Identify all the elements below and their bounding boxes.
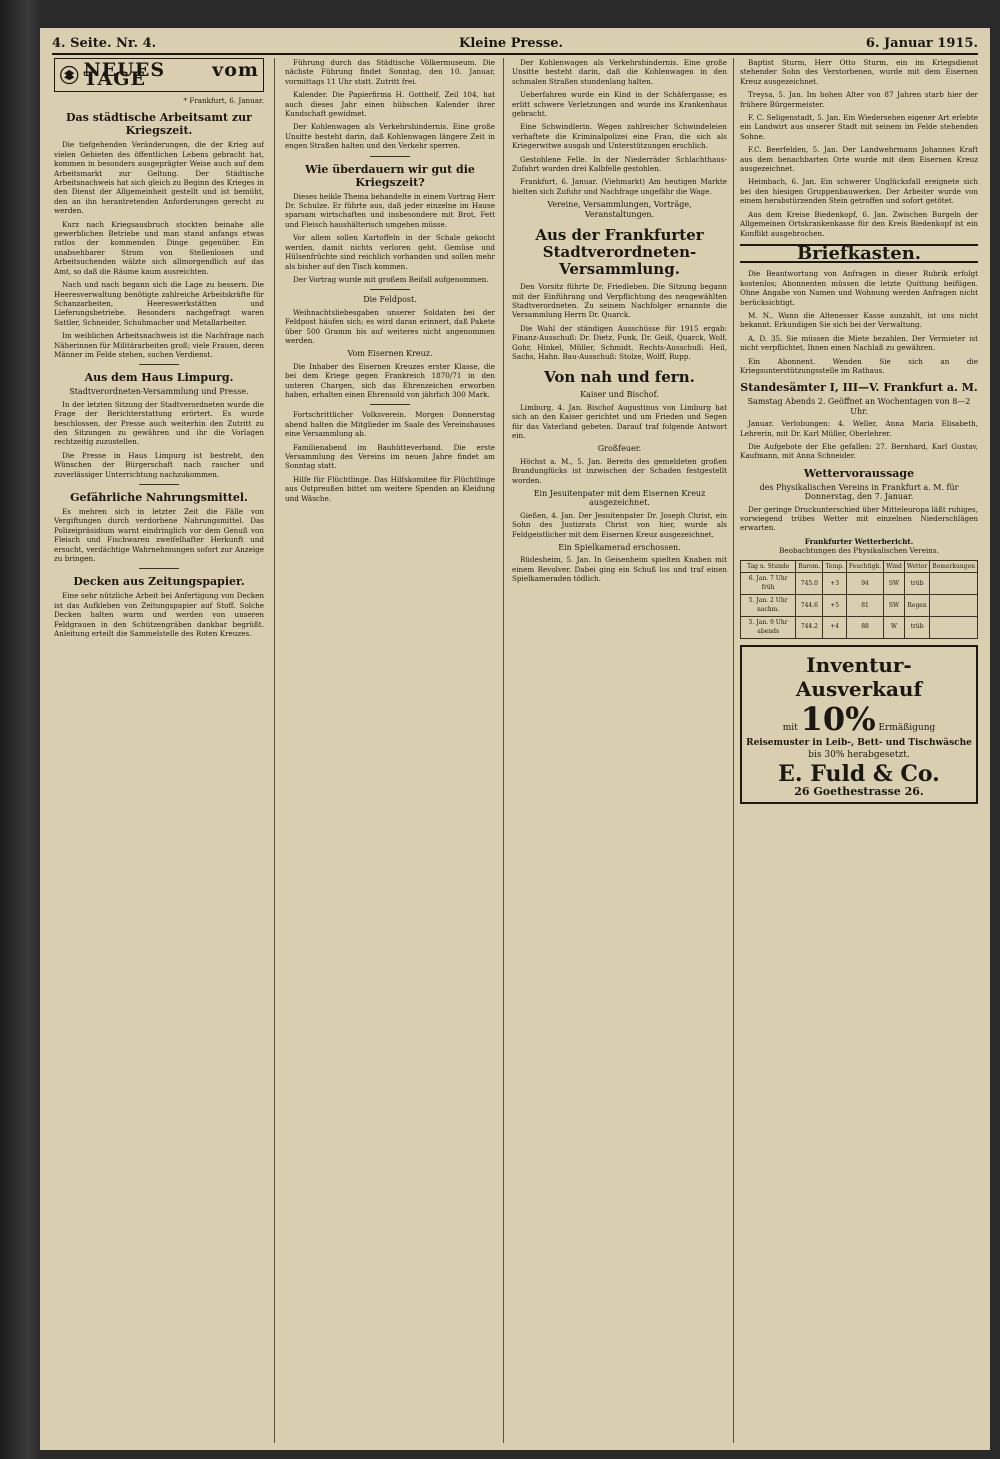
article-paragraph: F.C. Beerfelden, 5. Jan. Der Landwehrmann Johannes Kraft aus dem benachbarten Orte wurde mit dem Eisernen Kreuz ausgezeichnet. (740, 145, 978, 174)
article-headline: Aus der Frankfurter Stadtverordneten-Versammlung. (535, 226, 704, 279)
table-cell: 745.0 (796, 573, 823, 595)
ad-company: E. Fuld & Co. (778, 760, 940, 787)
article-subheadline: Ein Spielkamerad erschossen. (558, 543, 681, 553)
page-number: 4. Seite. Nr. 4. (52, 35, 157, 51)
table-cell (930, 573, 978, 595)
table-header-row (741, 560, 978, 572)
article-paragraph: Vor allem sollen Kartoffeln in der Schale gekocht werden, damit nichts verloren geht. Gemüse und Hülsenfrüchte sind reichlich vorhanden und sollen mehr als bisher auf den Tisch kommen. (285, 233, 495, 271)
table-cell: 5. Jan. 9 Uhr abends (741, 616, 796, 638)
article-paragraph: Januar. Verlobungen: 4. Weller, Anna Maria Elisabeth, Lehrerin, mit Dr. Karl Müller, Oberlehrer. (740, 419, 978, 438)
ad-offer: Reisemuster in Leib-, Bett- und Tischwäsche (746, 737, 972, 748)
column-4 (740, 58, 978, 1443)
ad-headline: Inventur-Ausverkauf (795, 652, 923, 701)
article-headline: Decken aus Zeitungspapier. (73, 575, 245, 589)
newspaper-page (40, 28, 990, 1450)
table-cell: +4 (823, 616, 847, 638)
ad-text (746, 701, 972, 737)
table-row (741, 573, 978, 595)
table-header: Temp. (823, 560, 847, 572)
table-header: Wetter (904, 560, 929, 572)
article-paragraph: Rüdesheim, 5. Jan. In Geisenheim spielten Knaben mit einem Revolver. Dabei ging ein Schuß los und traf einen Spielkameraden tödlich. (512, 555, 727, 584)
article-paragraph: Treysa, 5. Jan. Im hohen Alter von 87 Jahren starb hier der frühere Bürgermeister. (740, 90, 978, 109)
table-cell: W (884, 616, 905, 638)
registry-subheading: Samstag Abends 2. Geöffnet an Wochentagen von 8—2 Uhr. (747, 397, 971, 416)
table-cell: 88 (846, 616, 883, 638)
article-paragraph: Die Inhaber des Eisernen Kreuzes erster Klasse, die bei dem Kriege gegen Frankreich 1870/71 in den unteren Chargen, sich das Ehrenzeichen erworben haben, erhalten einen Ehrensold von jährlich 300 Mark. (285, 361, 495, 399)
column-rule (733, 58, 734, 1443)
article-headline: Gefährliche Nahrungsmittel. (70, 491, 248, 504)
article-paragraph: A. D. 35. Sie müssen die Miete bezahlen. Der Vermieter ist nicht verpflichtet, Ihnen einen Nachlaß zu gewähren. (740, 333, 978, 353)
table-cell: SW (884, 573, 905, 595)
article-paragraph: Aus dem Kreise Biedenkopf, 6. Jan. Zwischen Burgeln der Allgemeinen Ortskrankenkasse für den Kreis Biedenkopf ist ein Konflikt ausgebrochen. (740, 209, 978, 238)
weather-report-subtitle: Beobachtungen des Physikalischen Vereins. (779, 546, 939, 556)
weather-table (740, 560, 978, 639)
ad-address: 26 Goethestrasse 26. (794, 784, 924, 798)
table-header: Barom. (796, 560, 823, 572)
table-row (741, 594, 978, 616)
letterbox-heading: Briefkasten. (740, 244, 978, 263)
article-subheadline: Vom Eisernen Kreuz. (347, 349, 433, 359)
dateline: * Frankfurt, 6. Januar. (183, 96, 264, 105)
column-1 (54, 58, 264, 1443)
article-paragraph: F. C. Seligenstadt, 5. Jan. Ein Wiedersehen eigener Art erlebte ein Landwirt aus unserer Stadt mit seinem im Felde stehenden Sohne. (740, 113, 978, 141)
advertisement (740, 645, 978, 804)
column-rule (274, 58, 275, 1443)
article-paragraph: Hilfe für Flüchtlinge. Das Hilfskomitee für Flüchtlinge aus Ostpreußen bittet um weitere Spenden an Kleidung und Wäsche. (285, 474, 495, 503)
article-paragraph: M. N., Wann die Altenesser Kasse auszahlt, ist uns nicht bekannt. Erkundigen Sie sich bei der Verwaltung. (740, 310, 978, 330)
table-cell: +5 (823, 594, 847, 616)
article-paragraph: Die Beantwortung von Anfragen in dieser Rubrik erfolgt kostenlos; Abonnenten müssen die letzte Quittung beifügen. Ohne Angabe von Namen und Wohnung werden Anfragen nicht berücksichtigt. (740, 269, 978, 307)
table-cell: Regen (904, 594, 929, 616)
article-paragraph: Der geringe Druckunterschied über Mitteleuropa läßt ruhiges, vorwiegend trübes Wetter mit einzelnen Niederschlägen erwarten. (740, 504, 978, 533)
article-paragraph: Baptist Sturm, Herr Otto Sturm, ein im Kriegsdienst stehender Sohn des Verstorbenen, wurde mit dem Eisernen Kreuz ausgezeichnet. (740, 58, 978, 86)
header-rule (52, 53, 978, 55)
article-paragraph: Frankfurt, 6. Januar. (Viehmarkt) Am heutigen Markte hielten sich Zufuhr und Nachfrage ungefähr die Wage. (512, 177, 727, 196)
article-paragraph: Der Kohlenwagen als Verkehrshindernis. Eine große Unsitte besteht darin, daß Kohlenwagen längere Zeit in engen Straßen halten und den Verkehr sperren. (285, 122, 495, 151)
article-paragraph: Kalender. Die Papierfirma H. Gotthelf, Zeil 104, hat auch dieses Jahr einen hübschen Kalender ihrer Kundschaft gewidmet. (285, 90, 495, 119)
article-paragraph: Ueberfahren wurde ein Kind in der Schäfergasse; es erlitt schwere Verletzungen und wurde ins Krankenhaus gebracht. (512, 90, 727, 119)
article-paragraph: In der letzten Sitzung der Stadtverordneten wurde die Frage der Berichterstattung erörtert. Es wurde beschlossen, der Presse auch weiterhin den Zutritt zu den Sitzungen zu gewähren und ihr die Vorlagen rechtzeitig zuzustellen. (54, 399, 264, 447)
registry-heading: Standesämter I, III—V. Frankfurt a. M. (740, 381, 978, 395)
article-paragraph: Höchst a. M., 5. Jan. Bereits des gemeldeten großen Brandunglücks ist inzwischen der Schaden festgestellt worden. (512, 456, 727, 485)
section-title: NEUES vom TAGE (83, 58, 259, 90)
table-cell: 744.6 (796, 594, 823, 616)
article-headline: Wie überdauern wir gut die Kriegszeit? (305, 162, 475, 189)
article-subheadline: Kaiser und Bischof. (580, 390, 659, 400)
ad-reduction: Ermäßigung (878, 722, 936, 733)
article-headline: Von nah und fern. (544, 368, 695, 387)
table-header: Wind (884, 560, 905, 572)
article-paragraph: Familienabend im Bauhütteverband. Die erste Versammlung des Vereins im neuen Jahre findet am Sonntag statt. (285, 442, 495, 471)
article-paragraph: Der Kohlenwagen als Verkehrshindernis. Eine große Unsitte besteht darin, daß die Kohlenwagen in den schmalen Straßen stundenlang halten. (512, 58, 727, 86)
issue-date: 6. Januar 1915. (865, 35, 978, 51)
article-subheadline: Vereine, Versammlungen, Vorträge, Veranstaltungen. (547, 200, 692, 219)
table-cell (930, 594, 978, 616)
article-paragraph: Weihnachtsliebesgaben unserer Soldaten bei der Feldpost häufen sich; es wird daran erinnert, daß Pakete über 500 Gramm bis auf weiteres nicht angenommen werden. (285, 307, 495, 345)
article-paragraph: Führung durch das Städtische Völkermuseum. Die nächste Führung findet Sonntag, den 10. Januar, vormittags 11 Uhr statt. Zutritt frei. (285, 58, 495, 86)
article-paragraph: Die Aufgebote der Ehe gefallen: 27. Bernhard, Karl Gustav, Kaufmann, mit Anna Schneider. (740, 442, 978, 461)
article-paragraph: Eine Schwindlerin. Wegen zahlreicher Schwindeleien verhaftete die Kriminalpolizei eine Frau, die sich als Kriegerwitwe ausgab und Unterstützungen erschlich. (512, 122, 727, 151)
table-cell: 81 (846, 594, 883, 616)
article-subheadline: Ein Jesuitenpater mit dem Eisernen Kreuz ausgezeichnet. (533, 489, 706, 508)
eagle-emblem-icon (59, 63, 79, 87)
table-cell: 94 (846, 573, 883, 595)
ad-with: mit (782, 722, 798, 733)
table-cell: 6. Jan. 7 Uhr früh (741, 573, 796, 595)
article-separator (370, 404, 410, 405)
table-cell: trüb (904, 573, 929, 595)
article-subheadline: Großfeuer. (597, 444, 642, 454)
article-paragraph: Heimbach, 6. Jan. Ein schwerer Unglücksfall ereignete sich bei den hiesigen Gruppenbauwerken. Der Arbeiter wurde von einem herabstürzenden Stein getroffen und sofort getötet. (740, 177, 978, 206)
article-paragraph: Limburg, 4. Jan. Bischof Augustinus von Limburg hat sich an den Kaiser gerichtet und um Frieden und Segen für das Vaterland gebeten. Darauf traf folgende Antwort ein. (512, 402, 727, 440)
article-separator (370, 156, 410, 157)
article-headline: Das städtische Arbeitsamt zur Kriegszeit. (66, 111, 252, 138)
article-paragraph: Fortschrittlicher Volksverein. Morgen Donnerstag abend halten die Mitglieder im Saale des Vereinshauses eine Versammlung ab. (285, 410, 495, 439)
article-paragraph: Gestohlene Felle. In der Niederräder Schlachthaus-Zufahrt wurden drei Kalbfelle gestohlen. (512, 154, 727, 174)
article-paragraph: Die Presse in Haus Limpurg ist bestrebt, den Wünschen der Bürgerschaft nach rascher und zuverlässiger Unterrichtung nachzukommen. (54, 450, 264, 479)
article-paragraph: Gießen, 4. Jan. Der Jesuitenpater Dr. Joseph Christ, ein Sohn des Justizrats Christ von hier, wurde als Feldgeistlicher mit dem Eisernen Kreuz ausgezeichnet. (512, 510, 727, 539)
article-paragraph: Den Vorsitz führte Dr. Friedleben. Die Sitzung begann mit der Einführung und Verpflichtung des neugewählten Stadtverordneten. Zu seinem Nachfolger ernannte die Versammlung Herrn Dr. Quarck. (512, 282, 727, 320)
column-3 (512, 58, 727, 1443)
article-separator (139, 568, 179, 569)
article-paragraph: Kurz nach Kriegsausbruch stockten beinahe alle gewerblichen Betriebe und man stand anfangs etwas ratlos der kommenden Dinge gegenüber. Ein unabsehbarer Strom von Stellenlosen und Arbeitsuchenden wälzte sich allmorgendlich auf das Amt, so daß die Räume kaum ausreichten. (54, 219, 264, 276)
article-separator (139, 484, 179, 485)
table-cell: 744.2 (796, 616, 823, 638)
page-header (52, 34, 978, 52)
table-cell (930, 616, 978, 638)
article-paragraph: Die Wahl der ständigen Ausschüsse für 1915 ergab: Finanz-Ausschuß: Dr. Dietz, Funk, Dr. Geiß, Quarck, Wolf, Gohr, Hinkel, Müller, Schmidt. Rechts-Ausschuß: Heil, Sachs, Hahn. Bau-Ausschuß: Stolze, Wolff, Rupp. (512, 323, 727, 361)
table-cell: +3 (823, 573, 847, 595)
table-header: Tag u. Stunde (741, 560, 796, 572)
column-rule (503, 58, 504, 1443)
table-header: Bemerkungen (930, 560, 978, 572)
article-separator (139, 364, 179, 365)
ad-discount: 10% (800, 699, 876, 738)
article-paragraph: Es mehren sich in letzter Zeit die Fälle von Vergiftungen durch verdorbene Nahrungsmittel. Das Polizeipräsidium warnt eindringlich vor dem Genuß von Fleisch und Fischwaren zweifelhafter Herkunft und ersucht, verdächtige Wahrnehmungen sofort zur Anzeige zu bringen. (54, 507, 264, 564)
table-cell: trüb (904, 616, 929, 638)
table-row (741, 616, 978, 638)
section-masthead (54, 58, 264, 92)
table-header: Feuchtigk. (846, 560, 883, 572)
article-headline: Aus dem Haus Limpurg. (84, 371, 234, 385)
article-subheadline: Stadtverordneten-Versammlung und Presse. (69, 387, 249, 397)
article-paragraph: Die tiefgehenden Veränderungen, die der Krieg auf vielen Gebieten des öffentlichen Lebens gebracht hat, kommen in besonders ausgeprägter Weise auch auf dem Arbeitsmarkt zur Geltung. Der Städtische Arbeitsnachweis hat sich gleich zu Beginn des Krieges in den Dienst der Allgemeinheit gestellt und ist bemüht, den an ihn herantretenden Anforderungen gerecht zu werden. (54, 140, 264, 216)
article-paragraph: Eine sehr nützliche Arbeit bei Anfertigung von Decken ist das Aufkleben von Zeitungspapier auf Stoff. Solche Decken halten warm und werden von unseren Feldgrauen in den Schützengräben dankbar begrüßt. Anleitung erteilt die Sammelstelle des Roten Kreuzes. (54, 591, 264, 639)
weather-heading: Wettervoraussage (803, 466, 915, 480)
scan-left-edge (0, 0, 40, 1459)
article-paragraph: Dieses heikle Thema behandelte in einem Vortrag Herr Dr. Schulze. Er führte aus, daß jeder einzelne im Hause sparsam wirtschaften und insbesondere mit Brot, Fett und Fleisch haushälterisch umgehen müsse. (285, 191, 495, 229)
weather-subheading: des Physikalischen Vereins in Frankfurt a. M. für Donnerstag, den 7. Januar. (759, 482, 959, 502)
newspaper-name: Kleine Presse. (459, 35, 564, 51)
ad-offer-detail: bis 30% herabgesetzt. (808, 749, 910, 760)
article-paragraph: Im weiblichen Arbeitsnachweis ist die Nachfrage nach Näherinnen für Militärarbeiten groß; viele Frauen, deren Männer im Felde stehen, suchen Verdienst. (54, 331, 264, 359)
article-separator (370, 289, 410, 290)
table-cell: SW (884, 594, 905, 616)
article-paragraph: Nach und nach begann sich die Lage zu bessern. Die Heeresverwaltung benötigte zahlreiche Arbeitskräfte für Schanzarbeiten, Heereswerkstätten und Lieferungsbetriebe. Besonders nachgefragt waren Sattler, Schneider, Schuhmacher und Metallarbeiter. (54, 280, 264, 327)
article-paragraph: Der Vortrag wurde mit großem Beifall aufgenommen. (293, 274, 489, 284)
column-2 (285, 58, 495, 1443)
article-subheadline: Die Feldpost. (363, 295, 417, 305)
table-cell: 5. Jan. 2 Uhr nachm. (741, 594, 796, 616)
article-paragraph: Ein Abonnent. Wenden Sie sich an die Kriegsunterstützungsstelle im Rathaus. (740, 356, 978, 375)
weather-report-title: Frankfurter Wetterbericht. (804, 536, 914, 546)
